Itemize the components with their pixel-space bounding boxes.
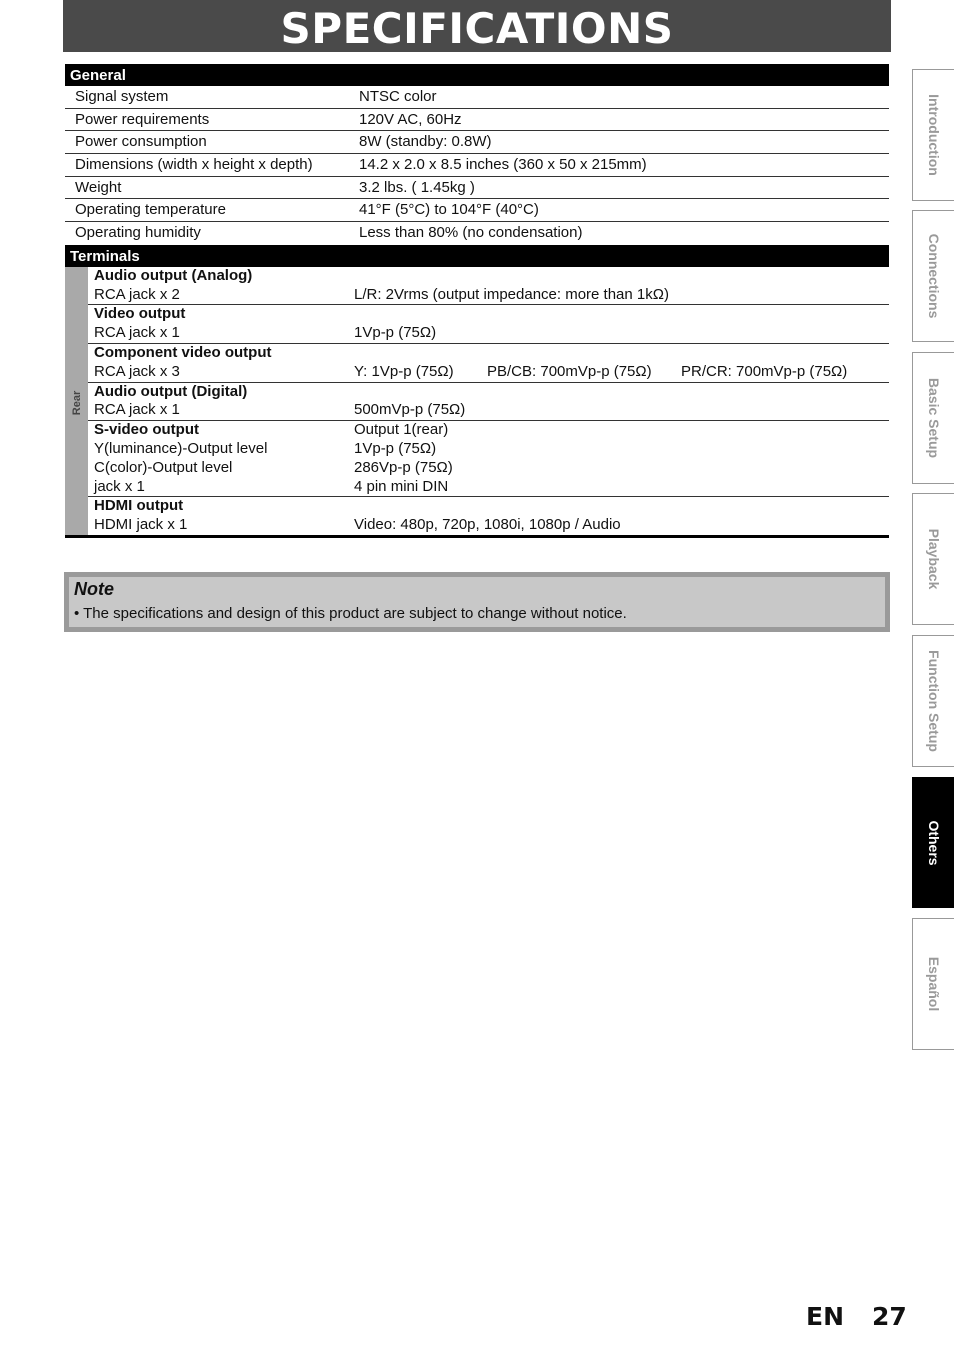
terminal-title: Video output [94, 305, 186, 323]
note-title: Note [74, 579, 114, 599]
language-code: EN [806, 1302, 845, 1331]
page-number: 27 [872, 1302, 907, 1331]
rear-label: Rear [70, 390, 83, 416]
general-row [65, 109, 889, 132]
tab-label: Playback [925, 528, 942, 590]
terminal-key: RCA jack x 1 [94, 324, 180, 342]
tab-basic-setup[interactable] [912, 352, 954, 484]
general-row [65, 199, 889, 222]
rear-side-bar [65, 267, 88, 535]
spec-value: 3.2 lbs. ( 1.45kg ) [359, 178, 475, 196]
tab-label: Function Setup [925, 650, 942, 752]
terminal-value-pr: PR/CR: 700mVp-p (75Ω) [681, 362, 848, 380]
spec-key: Operating humidity [75, 224, 201, 242]
tab-label: Basic Setup [925, 377, 942, 459]
tab-connections[interactable] [912, 210, 954, 342]
general-heading: General [65, 64, 889, 86]
spec-value: Less than 80% (no condensation) [359, 224, 583, 242]
terminal-value: 286Vp-p (75Ω) [354, 458, 453, 476]
terminal-key: RCA jack x 3 [94, 362, 180, 380]
terminal-value-y: Y: 1Vp-p (75Ω) [354, 362, 454, 380]
spec-key: Dimensions (width x height x depth) [75, 156, 313, 174]
terminals-rear-group [65, 267, 889, 538]
spec-key: Power consumption [75, 133, 207, 151]
terminal-value: 4 pin mini DIN [354, 477, 449, 495]
tab-label: Español [925, 956, 942, 1012]
terminal-value: Video: 480p, 720p, 1080i, 1080p / Audio [354, 516, 621, 534]
tab-label: Connections [925, 233, 942, 319]
terminal-title: S-video output [94, 421, 199, 439]
spec-value: NTSC color [359, 88, 437, 105]
terminal-value: Output 1(rear) [354, 421, 449, 439]
terminal-key: jack x 1 [94, 477, 145, 495]
tab-espanol[interactable] [912, 918, 954, 1050]
terminal-key: Y(luminance)-Output level [94, 439, 268, 457]
terminal-title: Component video output [94, 344, 272, 361]
tab-playback[interactable] [912, 493, 954, 625]
general-row [65, 131, 889, 154]
tab-label: Introduction [925, 94, 942, 176]
terminal-value: 1Vp-p (75Ω) [354, 324, 437, 342]
spec-value: 14.2 x 2.0 x 8.5 inches (360 x 50 x 215mm) [359, 156, 647, 174]
terminal-component [88, 344, 889, 383]
general-row [65, 177, 889, 200]
tab-function-setup[interactable] [912, 635, 954, 767]
tab-introduction[interactable] [912, 69, 954, 201]
spec-value: 8W (standby: 0.8W) [359, 133, 492, 151]
terminal-value: L/R: 2Vrms (output impedance: more than 1kΩ) [354, 285, 669, 303]
terminal-key: RCA jack x 1 [94, 401, 180, 419]
terminal-value: 1Vp-p (75Ω) [354, 439, 437, 457]
terminal-key: HDMI jack x 1 [94, 516, 188, 534]
specifications-table [65, 64, 889, 538]
terminal-value-pb: PB/CB: 700mVp-p (75Ω) [487, 362, 652, 380]
general-row [65, 86, 889, 109]
terminal-video [88, 305, 889, 344]
terminal-svideo [88, 421, 889, 497]
tab-others[interactable] [912, 777, 954, 908]
terminal-key: C(color)-Output level [94, 458, 233, 476]
spec-key: Operating temperature [75, 201, 226, 219]
page-title: SPECIFICATIONS [63, 0, 891, 52]
tab-label: Others [925, 819, 942, 866]
note-box [64, 572, 890, 632]
spec-key: Signal system [75, 88, 169, 105]
terminal-value: 500mVp-p (75Ω) [354, 401, 466, 419]
terminal-title: Audio output (Analog) [94, 266, 253, 284]
terminals-heading: Terminals [65, 245, 889, 267]
terminal-audio-analog [88, 267, 889, 306]
general-row [65, 222, 889, 245]
terminal-audio-digital [88, 383, 889, 422]
terminal-title: Audio output (Digital) [94, 382, 248, 400]
spec-key: Weight [75, 178, 122, 196]
note-text: • The specifications and design of this product are subject to change without notice. [74, 605, 627, 622]
terminal-key: RCA jack x 2 [94, 285, 180, 303]
terminal-title: HDMI output [94, 497, 184, 515]
general-row [65, 154, 889, 177]
spec-value: 41°F (5°C) to 104°F (40°C) [359, 201, 539, 219]
spec-value: 120V AC, 60Hz [359, 110, 462, 128]
terminal-hdmi [88, 497, 889, 535]
spec-key: Power requirements [75, 110, 210, 128]
